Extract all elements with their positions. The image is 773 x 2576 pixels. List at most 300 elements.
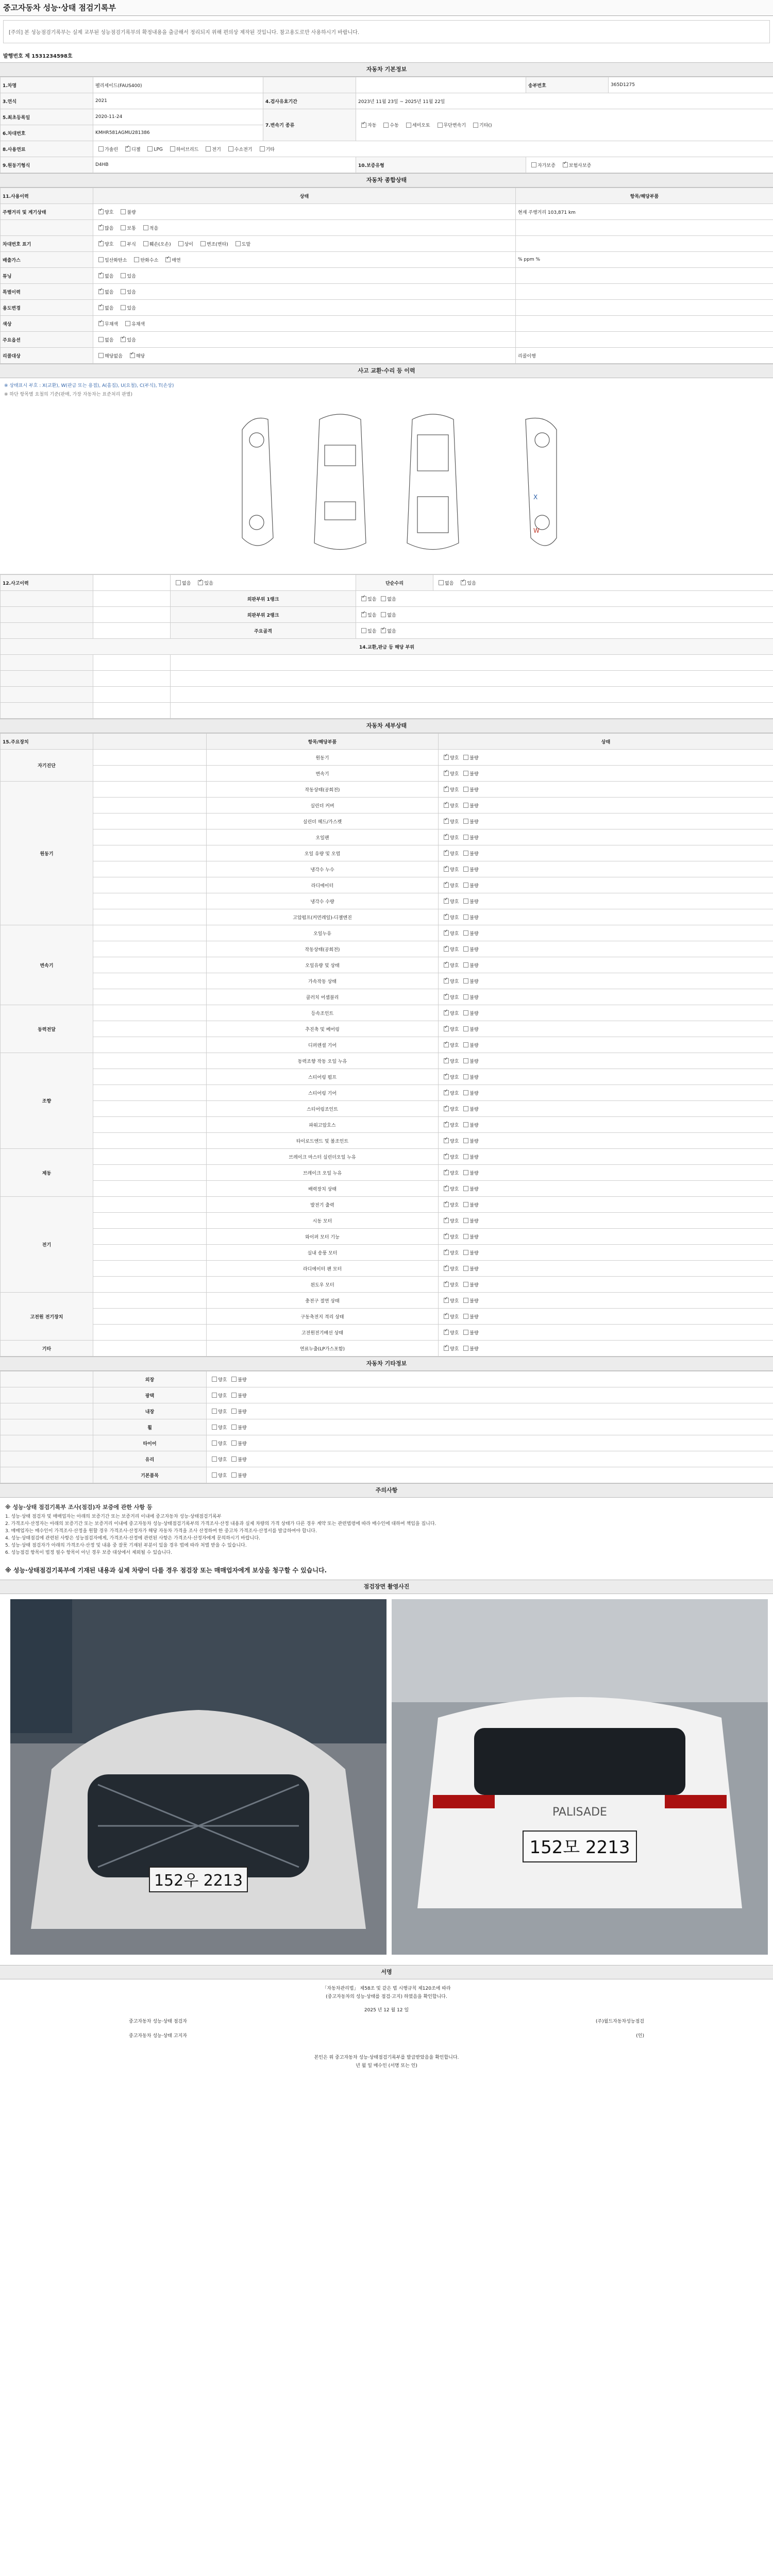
detail-item: 오일팬 xyxy=(207,829,439,845)
note-line: 5. 성능·상태 점검자가 아래의 가격조사·산정 및 내용 중 잘못 기재된 부분이 있을 경우 법에 따라 처벌 받을 수 있습니다. xyxy=(5,1543,247,1548)
checkbox-icon[interactable] xyxy=(98,225,104,230)
detail-row: 자기진단 원동기 ✓ 양호 불량 xyxy=(1,750,773,766)
fuel-option[interactable]: 가솔린 xyxy=(95,146,118,152)
basic-label: 8.사용연료 xyxy=(1,141,93,157)
basic-label: 9.원동기형식 xyxy=(1,157,93,173)
detail-item: 오일유량 및 상태 xyxy=(207,957,439,973)
detail-row: 냉각수 누수 ✓ 양호 불량 xyxy=(1,861,773,877)
checkbox-icon xyxy=(444,1106,449,1111)
detail-row: 작동상태(공회전) ✓ 양호 불량 xyxy=(1,941,773,957)
checkbox-icon[interactable] xyxy=(178,241,183,246)
checkbox-icon[interactable] xyxy=(228,146,233,151)
accident-options xyxy=(171,575,356,591)
sign-company: (주)월드자동차성능점검 xyxy=(596,2019,644,2024)
checkbox-icon[interactable] xyxy=(361,123,366,128)
checkbox-icon xyxy=(463,851,468,856)
checkbox-icon xyxy=(463,1026,468,1031)
note-line: 6. 성능점검 항목이 법정 필수 항목이 아닌 경우 보증 대상에서 제외될 수 있습니다. xyxy=(5,1550,172,1555)
detail-item: 스티어링조인트 xyxy=(207,1101,439,1117)
detail-row: 스티어링 펌프 ✓ 양호 불량 xyxy=(1,1069,773,1085)
sign-date: 2025 년 12 월 12 일 xyxy=(364,2008,409,2013)
status-option[interactable]: 유채색 xyxy=(122,320,145,327)
status-col3: 항목/해당부품 xyxy=(516,188,773,204)
checkbox-icon[interactable] xyxy=(206,146,211,151)
detail-group: 조향 xyxy=(1,1053,93,1149)
detail-item: 추진축 및 베어링 xyxy=(207,1021,439,1037)
status-right xyxy=(516,220,773,236)
fuel-option[interactable]: 전기 xyxy=(203,146,221,152)
status-right xyxy=(516,284,773,300)
checkbox-icon[interactable] xyxy=(98,273,104,278)
checkbox-icon[interactable] xyxy=(438,123,443,128)
extra-label: 타이어 xyxy=(93,1435,207,1451)
checkbox-icon[interactable] xyxy=(98,209,104,214)
detail-row: 추진축 및 베어링 ✓ 양호 불량 xyxy=(1,1021,773,1037)
car-under-engine xyxy=(417,435,448,471)
note-line: 1. 성능·상태 점검자 및 매매업자는 아래의 보증기간 또는 보증거리 이내에 중고자동차 성능·상태점검기록부 xyxy=(5,1514,222,1519)
status-option[interactable]: 불량 xyxy=(117,209,136,215)
status-label: 튜닝 xyxy=(1,268,93,284)
sign-notifier: 중고자동차 성능·상태 고지자 xyxy=(129,2033,187,2039)
detail-item: 라디에이터 팬 모터 xyxy=(207,1261,439,1277)
car-diagram xyxy=(237,409,567,558)
status-option[interactable]: ✓ 무채색 xyxy=(95,320,118,327)
status-option[interactable]: ✓ 양호 xyxy=(95,241,113,247)
extra-row: 광택 양호 불량 xyxy=(1,1387,773,1403)
checkbox-icon xyxy=(463,1170,468,1175)
checkbox-icon xyxy=(463,1218,468,1223)
sign-buyer-line: 년 월 일 매수인 (서명 또는 인) xyxy=(356,2063,417,2069)
status-option[interactable]: 있음 xyxy=(117,304,136,311)
checkbox-icon[interactable] xyxy=(121,209,126,214)
accident-label: 12.사고이력 xyxy=(1,575,93,591)
notes-warning: ※ 성능·상태점검기록부에 기재된 내용과 실제 차량이 다를 경우 점검장 또는 매매업자에게 보상을 청구할 수 있습니다. xyxy=(5,1567,327,1574)
status-right xyxy=(516,268,773,284)
checkbox-icon[interactable] xyxy=(98,353,104,358)
checkbox-icon xyxy=(463,930,468,936)
outer-rank2-label: 외판부위 2랭크 xyxy=(171,607,356,623)
car-top-outline xyxy=(314,414,366,550)
warranty-option[interactable]: 자가보증 xyxy=(528,162,556,168)
checkbox-icon[interactable] xyxy=(121,305,126,310)
accident-option[interactable]: ✓ 있음 xyxy=(195,580,213,586)
status-option[interactable]: ✓ 없음 xyxy=(95,304,113,311)
checkbox-icon[interactable] xyxy=(147,146,153,151)
basic-sub-value: 2023년 11월 23일 ~ 2025년 11월 22일 xyxy=(356,93,773,109)
basic-value: D4HB xyxy=(93,157,356,173)
checkbox-icon[interactable] xyxy=(170,146,175,151)
checkbox-icon[interactable] xyxy=(461,580,466,585)
checkbox-icon[interactable] xyxy=(176,580,181,585)
checkbox-icon[interactable] xyxy=(143,241,148,246)
basic-label: 3.연식 xyxy=(1,93,93,109)
simple-repair-options xyxy=(433,575,773,591)
detail-row: 배력장치 상태 ✓ 양호 불량 xyxy=(1,1181,773,1197)
basic-value: KMHR581AGMU281386 xyxy=(93,125,263,141)
checkbox-icon xyxy=(444,1282,449,1287)
transmission-option[interactable]: 수동 xyxy=(380,122,398,128)
status-row xyxy=(1,332,773,348)
status-col1: 11.사용이력 xyxy=(1,188,93,204)
detail-row: 타이로드엔드 및 볼조인트 ✓ 양호 불량 xyxy=(1,1133,773,1149)
checkbox-icon xyxy=(212,1425,217,1430)
checkbox-icon[interactable] xyxy=(143,225,148,230)
checkbox-icon xyxy=(231,1456,237,1462)
status-right xyxy=(516,300,773,316)
status-option[interactable]: ✓ 없음 xyxy=(95,273,113,279)
detail-row: 시동 모터 ✓ 양호 불량 xyxy=(1,1213,773,1229)
checkbox-icon xyxy=(463,1346,468,1351)
status-option[interactable]: 해당없음 xyxy=(95,352,123,359)
detail-item: 배력장치 상태 xyxy=(207,1181,439,1197)
checkbox-icon xyxy=(463,803,468,808)
status-option[interactable]: 일산화탄소 xyxy=(95,257,127,263)
checkbox-icon[interactable] xyxy=(260,146,265,151)
fuel-option[interactable]: 수소전기 xyxy=(225,146,253,152)
checkbox-icon[interactable] xyxy=(383,123,389,128)
checkbox-icon xyxy=(444,1298,449,1303)
transmission-option[interactable]: 무단변속기 xyxy=(434,122,466,128)
status-label: 특별이력 xyxy=(1,284,93,300)
detail-item: 고전원전기배선 상태 xyxy=(207,1325,439,1341)
damage-legend-note: ※ 하단 항목별 요철의 기준(판매, 가장 자동차는 표준처리 판별) xyxy=(4,392,132,397)
detail-row: 고압펌프(커먼레일)-디젤엔진 ✓ 양호 불량 xyxy=(1,909,773,925)
basic-heading: 자동차 기본정보 xyxy=(0,62,773,77)
status-row xyxy=(1,220,773,236)
simple-option[interactable]: ✓ 있음 xyxy=(458,580,476,586)
sign-buyer-confirm: 본인은 위 중고자동차 성능·상태점검기록부를 발급받았음을 확인합니다. xyxy=(314,2055,459,2060)
checkbox-icon xyxy=(463,771,468,776)
detail-row: 오일 유량 및 오염 ✓ 양호 불량 xyxy=(1,845,773,861)
status-option[interactable]: ✓ 없음 xyxy=(95,289,113,295)
notice-box: [주의] 본 성능점검기록부는 실제 교부된 성능점검기록부의 확정내용을 출금해서 정리되지 위해 편의상 제작된 것입니다. 참고용도로만 사용하시기 바랍니다. xyxy=(3,20,770,43)
checkbox-icon xyxy=(463,994,468,999)
checkbox-icon xyxy=(444,1154,449,1159)
checkbox-icon xyxy=(231,1393,237,1398)
front-car-image xyxy=(10,1599,386,1955)
car-right-side-outline xyxy=(526,418,557,546)
status-option[interactable]: 상이 xyxy=(175,241,193,247)
checkbox-icon xyxy=(444,1234,449,1239)
detail-row: 브레이크 오일 누유 ✓ 양호 불량 xyxy=(1,1165,773,1181)
checkbox-icon xyxy=(444,883,449,888)
car-left-side-outline xyxy=(242,418,273,546)
status-option[interactable]: ✓ 양호 xyxy=(95,209,113,215)
detail-item: 라디에이터 xyxy=(207,877,439,893)
checkbox-icon[interactable] xyxy=(200,241,206,246)
detail-row: 스티어링 기어 ✓ 양호 불량 xyxy=(1,1085,773,1101)
status-option[interactable]: 훼손(오손) xyxy=(140,241,171,247)
status-option[interactable]: 부식 xyxy=(117,241,136,247)
status-option[interactable]: ✓많음 xyxy=(95,225,113,231)
status-label xyxy=(1,220,93,236)
detail-item: 실린더 헤드/가스켓 xyxy=(207,814,439,829)
extra-label: 내장 xyxy=(93,1403,207,1419)
transmission-options xyxy=(356,109,773,141)
checkbox-icon xyxy=(463,899,468,904)
status-col2: 상태 xyxy=(93,188,516,204)
detail-item: 냉각수 수량 xyxy=(207,893,439,909)
status-label: 주요옵션 xyxy=(1,332,93,348)
checkbox-icon xyxy=(444,994,449,999)
detail-item: 작동상태(공회전) xyxy=(207,941,439,957)
detail-col3: 상태 xyxy=(439,734,773,750)
checkbox-icon xyxy=(463,835,468,840)
detail-item: 변속기 xyxy=(207,766,439,782)
warranty-options xyxy=(526,157,773,173)
detail-item: 브레이크 마스터 실린더오일 누유 xyxy=(207,1149,439,1165)
detail-group: 원동기 xyxy=(1,782,93,925)
detail-item: 브레이크 오일 누유 xyxy=(207,1165,439,1181)
checkbox-icon xyxy=(444,787,449,792)
fuel-option[interactable]: LPG xyxy=(144,147,162,152)
warranty-option[interactable]: ✓ 보험사보증 xyxy=(560,162,591,168)
checkbox-icon xyxy=(463,1234,468,1239)
status-row xyxy=(1,204,773,220)
status-option[interactable]: 도말 xyxy=(232,241,250,247)
checkbox-icon xyxy=(444,978,449,984)
checkbox-icon xyxy=(444,1138,449,1143)
checkbox-icon[interactable] xyxy=(165,257,171,262)
status-heading: 자동차 종합상태 xyxy=(0,173,773,188)
checkbox-icon xyxy=(444,1250,449,1255)
checkbox-icon[interactable] xyxy=(130,353,135,358)
rear-photo xyxy=(392,1599,768,1955)
checkbox-icon[interactable] xyxy=(236,241,241,246)
status-option[interactable]: 탄화수소 xyxy=(131,257,158,263)
status-option[interactable]: 변조(변타) xyxy=(197,241,228,247)
checkbox-icon xyxy=(444,835,449,840)
status-row xyxy=(1,300,773,316)
detail-col1: 15.주요장치 xyxy=(1,734,93,750)
checkbox-icon[interactable] xyxy=(125,146,130,151)
car-top-rear-glass xyxy=(325,502,356,520)
detail-group: 변속기 xyxy=(1,925,93,1005)
wheel-icon xyxy=(249,433,264,447)
checkbox-icon xyxy=(444,914,449,920)
checkbox-icon xyxy=(463,755,468,760)
checkbox-icon xyxy=(463,1202,468,1207)
checkbox-icon xyxy=(463,1042,468,1047)
checkbox-icon[interactable] xyxy=(406,123,411,128)
detail-group: 자기진단 xyxy=(1,750,93,782)
extra-label: 휠 xyxy=(93,1419,207,1435)
page-title: 중고자동차 성능·상태 점검기록부 xyxy=(0,0,773,16)
rear-brand-text: PALISADE xyxy=(552,1806,607,1819)
checkbox-icon[interactable] xyxy=(473,123,478,128)
fuel-option[interactable]: 하이브리드 xyxy=(167,146,198,152)
checkbox-icon xyxy=(463,1314,468,1319)
detail-item: 디퍼렌셜 기어 xyxy=(207,1037,439,1053)
detail-row: 고전원전기배선 상태 ✓ 양호 불량 xyxy=(1,1325,773,1341)
detail-row: 라디에이터 ✓ 양호 불량 xyxy=(1,877,773,893)
detail-item: 동력조향 작동 오일 누유 xyxy=(207,1053,439,1069)
detail-item: 충전구 절연 상태 xyxy=(207,1293,439,1309)
checkbox-icon xyxy=(463,1010,468,1015)
extra-row: 기본품목 양호 불량 xyxy=(1,1467,773,1483)
extra-heading: 자동차 기타정보 xyxy=(0,1357,773,1371)
rear-plate: 152모 2213 xyxy=(529,1837,630,1858)
detail-row: 변속기 ✓ 양호 불량 xyxy=(1,766,773,782)
detail-heading: 자동차 세부상태 xyxy=(0,719,773,733)
checkbox-icon xyxy=(463,978,468,984)
checkbox-icon xyxy=(463,1058,468,1063)
checkbox-icon xyxy=(444,962,449,968)
status-label: 배출가스 xyxy=(1,252,93,268)
basic-table xyxy=(0,77,773,173)
detail-row: 실린더 커버 ✓ 양호 불량 xyxy=(1,798,773,814)
detail-row: 동력전달 등속조인트 ✓ 양호 불량 xyxy=(1,1005,773,1021)
checkbox-icon xyxy=(463,1282,468,1287)
checkbox-icon xyxy=(444,867,449,872)
checkbox-icon[interactable] xyxy=(198,580,203,585)
checkbox-icon[interactable] xyxy=(134,257,139,262)
checkbox-icon xyxy=(463,914,468,920)
basic-value: 2020-11-24 xyxy=(93,109,263,125)
note-line: 3. 매매업자는 매수인이 가격조사·산정을 원할 경우 가격조사·산정자가 해당 자동차 가격을 조사 산정하여 한 중고차 가격조사·산정서를 발급하여야 합니다. xyxy=(5,1529,317,1534)
detail-item: 구동축전지 격리 상태 xyxy=(207,1309,439,1325)
checkbox-icon xyxy=(444,899,449,904)
fuel-option[interactable]: ✓ 디젤 xyxy=(122,146,140,152)
status-row xyxy=(1,252,773,268)
checkbox-icon xyxy=(212,1456,217,1462)
status-option[interactable]: ✓ 매연 xyxy=(162,257,180,263)
checkbox-icon xyxy=(463,883,468,888)
checkbox-icon xyxy=(444,755,449,760)
detail-item: 시동 모터 xyxy=(207,1213,439,1229)
fuel-option[interactable]: 기타 xyxy=(257,146,275,152)
car-under-outline xyxy=(407,414,459,550)
status-option[interactable]: 있음 xyxy=(117,273,136,279)
detail-row: 오일팬 ✓ 양호 불량 xyxy=(1,829,773,845)
sign-heading: 서명 xyxy=(0,1965,773,1979)
note-line: 2. 가격조사·산정자는 아래의 보증기간 또는 보증거리 이내에 중고자동차 성능·상태점검기록부의 가격조사·산정 내용과 실제 차량의 가격 상태가 다른 경우 계약 또는 관련법령에 따라 매수인에 대하여 책임을 집니다. xyxy=(5,1521,436,1527)
checkbox-icon[interactable] xyxy=(563,162,568,167)
notes-heading: 주의사항 xyxy=(0,1483,773,1498)
detail-item: 고압펌프(커먼레일)-디젤엔진 xyxy=(207,909,439,925)
status-option[interactable]: 보통 xyxy=(117,225,136,231)
detail-row: 디퍼렌셜 기어 ✓ 양호 불량 xyxy=(1,1037,773,1053)
status-option[interactable]: ✓ 있음 xyxy=(117,336,136,343)
checkbox-icon[interactable] xyxy=(531,162,536,167)
checkbox-icon xyxy=(463,867,468,872)
simple-option[interactable]: 없음 xyxy=(435,580,453,586)
detail-item: 작동상태(공회전) xyxy=(207,782,439,798)
checkbox-icon xyxy=(231,1409,237,1414)
detail-row: 가속작동 상태 ✓ 양호 불량 xyxy=(1,973,773,989)
checkbox-icon[interactable] xyxy=(125,321,130,326)
checkbox-icon xyxy=(444,1170,449,1175)
status-option[interactable]: 없음 xyxy=(95,336,113,343)
damage-legend: ※ 상태표시 부호 : X(교환), W(판금 또는 용접), A(흠집), U(요철), C(부식), T(손상) xyxy=(4,383,174,388)
accident-option[interactable]: 없음 xyxy=(173,580,191,586)
photos-area xyxy=(0,1594,773,1965)
checkbox-icon[interactable] xyxy=(121,225,126,230)
extra-label: 기본품목 xyxy=(93,1467,207,1483)
checkbox-icon xyxy=(444,1202,449,1207)
detail-row: 실린더 헤드/가스켓 ✓ 양호 불량 xyxy=(1,814,773,829)
checkbox-icon[interactable] xyxy=(98,257,104,262)
extra-label: 유리 xyxy=(93,1451,207,1467)
status-label: 리콜대상 xyxy=(1,348,93,364)
extra-row: 유리 양호 불량 xyxy=(1,1451,773,1467)
detail-item: 스티어링 펌프 xyxy=(207,1069,439,1085)
status-option[interactable]: 적음 xyxy=(140,225,158,231)
status-right xyxy=(516,332,773,348)
front-plate: 152우 2213 xyxy=(154,1872,243,1890)
detail-group: 동력전달 xyxy=(1,1005,93,1053)
transmission-option[interactable]: ✓ 자동 xyxy=(358,122,376,128)
detail-row: 냉각수 수량 ✓ 양호 불량 xyxy=(1,893,773,909)
checkbox-icon xyxy=(444,930,449,936)
fuel-options xyxy=(93,141,773,157)
checkbox-icon[interactable] xyxy=(98,305,104,310)
checkbox-icon xyxy=(212,1440,217,1446)
checkbox-icon[interactable] xyxy=(121,337,126,342)
transmission-option[interactable]: 기타() xyxy=(470,122,492,128)
status-option[interactable]: 있음 xyxy=(117,289,136,295)
detail-row: 오일유량 및 상태 ✓ 양호 불량 xyxy=(1,957,773,973)
checkbox-icon xyxy=(463,1074,468,1079)
checkbox-icon[interactable] xyxy=(98,337,104,342)
detail-item: 실내 송풍 모터 xyxy=(207,1245,439,1261)
checkbox-icon xyxy=(444,1330,449,1335)
detail-row: 와이퍼 모터 기능 ✓ 양호 불량 xyxy=(1,1229,773,1245)
detail-table xyxy=(0,733,773,1357)
warranty-label: 10.보증유형 xyxy=(356,157,526,173)
detail-group: 전기 xyxy=(1,1197,93,1293)
wheel-icon xyxy=(535,433,549,447)
detail-row: 조향 동력조향 작동 오일 누유 ✓ 양호 불량 xyxy=(1,1053,773,1069)
transmission-label: 7.변속기 종류 xyxy=(263,109,356,141)
checkbox-icon[interactable] xyxy=(121,241,126,246)
status-right xyxy=(516,236,773,252)
status-right xyxy=(516,316,773,332)
checkbox-icon xyxy=(444,946,449,952)
detail-row: 클러치 어셈블리 ✓ 양호 불량 xyxy=(1,989,773,1005)
detail-item: 오일누유 xyxy=(207,925,439,941)
car-under-rear xyxy=(417,497,448,533)
checkbox-icon[interactable] xyxy=(98,321,104,326)
checkbox-icon xyxy=(212,1377,217,1382)
transmission-option[interactable]: 세미오토 xyxy=(403,122,430,128)
checkbox-icon[interactable] xyxy=(98,146,104,151)
checkbox-icon xyxy=(444,1026,449,1031)
checkbox-icon xyxy=(212,1472,217,1478)
checkbox-icon[interactable] xyxy=(121,289,126,294)
detail-row: 변속기 오일누유 ✓ 양호 불량 xyxy=(1,925,773,941)
status-row xyxy=(1,348,773,364)
status-table xyxy=(0,188,773,364)
checkbox-icon[interactable] xyxy=(98,289,104,294)
detail-item: 스티어링 기어 xyxy=(207,1085,439,1101)
checkbox-icon xyxy=(463,1106,468,1111)
detail-row: 원동기 작동상태(공회전) ✓ 양호 불량 xyxy=(1,782,773,798)
checkbox-icon xyxy=(444,1218,449,1223)
sign-line1: 「자동차관리법」 제58조 및 같은 법 시행규칙 제120조에 따라 xyxy=(322,1986,451,1991)
photos-heading: 점검장면 촬영사진 xyxy=(0,1580,773,1594)
detail-item: 클러치 어셈블리 xyxy=(207,989,439,1005)
checkbox-icon[interactable] xyxy=(121,273,126,278)
status-option[interactable]: ✓ 해당 xyxy=(127,352,145,359)
checkbox-icon[interactable] xyxy=(439,580,444,585)
checkbox-icon xyxy=(444,1042,449,1047)
basic-value: 펠리세이드(FAUS400) xyxy=(93,77,263,93)
status-label: 용도변경 xyxy=(1,300,93,316)
detail-item: 윈도우 모터 xyxy=(207,1277,439,1293)
basic-value: 2021 xyxy=(93,93,263,109)
checkbox-icon[interactable] xyxy=(98,241,104,246)
